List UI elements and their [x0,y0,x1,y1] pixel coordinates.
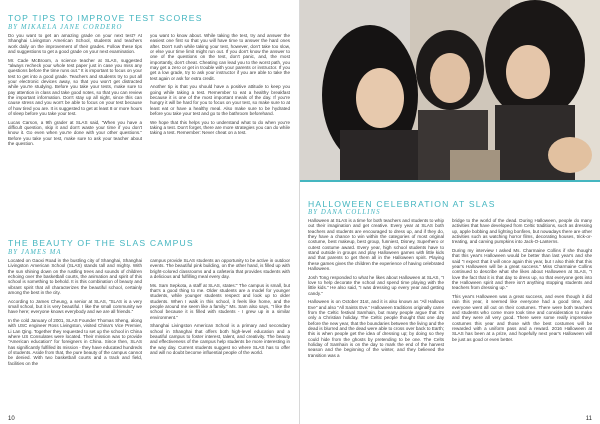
paragraph: bridge to the world of the dead. During Halloween, people do many activities that have developed from Celtic traditions, such as dressing up, apple bobbing and lighting bonfires, but nowadays there are other activities such as watching horror films, decorating houses, trick-or-treating, and carving pumpkins into Jack-O-Lanterns. [452,218,592,245]
test-scores-column-1 [8,33,142,236]
halloween-column-1 [308,218,444,416]
photo-illustration [300,0,600,180]
article-byline-halloween: BY DANA COLLINS [308,209,381,216]
paragraph: Do you want to get an amazing grade on your next test? At Shanghai Livingston American School, students and teachers work daily on the improvement of their grades. Follow these tips and suggestions to get a good grade on your next examination. [8,33,142,55]
paragraph: Another tip is that you should have a positive attitude to keep you going while taking a test. Remember to eat a healthy breakfast because it is one of the most important meals of the day. If you're hungry it will be hard for you to focus on your test, so make sure to at least eat or have a healthy meal. Also make sure to be hydrated before you take your test and go to the bathroom beforehand. [150,84,290,116]
page-number: 11 [585,416,592,422]
article-title-halloween: HALLOWEEN CELEBRATION AT SLAS [308,199,496,209]
paragraph: Lucas Carson, a 9th grader at SLAS said, "When you have a difficult question, skip it and don't waste your time if you don't know it. Go even when you're done with your other questions." Before you take your test, make sure to ask your teacher about the question. [8,119,142,146]
paragraph: According to James Cheung, a senior at SLAS, "SLAS is a very small school, but it is very beautiful. I like the small community we have here; everyone knows everybody and we are all friends." [8,298,142,315]
article-title-test-scores: TOP TIPS TO IMPROVE TEST SCORES [8,13,203,23]
paragraph: In the cold January of 2001, SLAS Founder Thomas Sheng, along with USC engineer Ross Livingston, visited China's Vice Premier, Li Lan Qing. Together they requested to set up the school in China where US Consulates were located. Their mission was to provide "American education" for foreigners in China. Since then, SLAS has significantly fulfilled its mission - they have educated hundreds of students. Aside from that, the pure beauty of the campus cannot be denied. With two basketball courts and a track and field, facilities on the [8,317,142,366]
paragraph: Mr. Cade McBroom, a science teacher at SLAS, suggested "always recheck your whole test paper just in case you miss any questions before the time runs out." It is important to focus on your test to get into a good grade. Teachers and students try to put all your electronic devices away, so that you won't get distracted while you're studying. Before you take your tests, make sure to pay attention in class and take good notes, so that you can review the important information. Don't stay up all night, since this can cause stress and you won't be able to focus on your test because of how tired you are. It is suggested to get at least 8 or more hours of sleep before you take your test. [8,57,142,116]
campus-column-2 [150,258,290,416]
halloween-column-2 [452,218,592,416]
paragraph: Ms. Sam Sepkota, a staff at SLAS, states:" The campus is small, but that's a good thing to me. Older students are a model for younger students, while younger students respect and look up to older students. When I walk in this school, it feels like home, and the people around me seem like a family." Ms. Sam also says, "I like the school because it is filled with students - I grew up in a similar environment." [150,282,290,320]
page-number: 10 [8,416,15,422]
paragraph: During my interview I asked Ms. Charmaine Collins if she thought that this year's Halloween would be better than last year's and she said "I expect that it will once again this year, but I also think that this year's Halloween will be a great success." Miss Charmaine Collins continued to describe what she likes about Halloween at SLAS, "I love the fact that it is that day to dress up, so that everyone gets into the Halloween spirit and there isn't anything stopping students and teachers from dressing up." [452,247,592,291]
article-title-campus: THE BEAUTY OF THE SLAS CAMPUS [8,238,194,248]
paragraph: campus provide SLAS students an opportunity to be active in outdoor events. The beautiful pink building, on the other hand, is filled up with bright-colored classrooms and a cafeteria that provides students with a delicious and fulfilling meal every day. [150,258,290,280]
paragraph: We hope that this helps you to understand what to do when you're taking a test. Don't forget, there are more strategies you can do while taking a test. Remember: Never cheat on a test. [150,119,290,136]
paragraph: you want to know about. While taking the test, try and answer the easiest one first so that you will have time to answer the hard ones after. Don't rush while taking your test, however, don't take too slow, or else your time limit might run out. If you don't know the answer to one of the questions on the test, don't panic, and, the most importantly, don't cheat. Cheating can lead you to the worst path, you may get a zero or get in trouble with your parents or instructor. If you get a low grade, try to ask your instructor if you are able to take the test again or ask for extra credit. [150,33,290,81]
right-page [300,0,600,424]
paragraph: Located on Gaoxi Road in the bustling city of Shanghai, Shanghai Livingston American School (SLAS) stands tall and mighty. With the sun shining down on the rustling trees and sounds of children echoing over the basketball courts, the animation and spirit of this school is something to behold. It is this combination of beauty and vibrant spirit that all characterizes the beautiful school, certainly among the best in the city. [8,258,142,296]
campus-column-1 [8,258,142,416]
photo-divider [300,180,600,182]
halloween-photo [300,0,600,180]
article-byline-campus: BY JAMES MA [8,249,62,256]
paragraph: Shanghai Livingston American School is a primary and secondary school in Shanghai that offers both high-level education and a beautiful campus to foster interest, talent, and creativity. The beauty and effectiveness of the campus help students be more interesting in the way day. Current students suggest no where SLAS has to offer and will no doubt become influential people of the world. [150,323,290,355]
paragraph: Halloween at SLAS is a time for both teachers and students to whip out their imagination and get creative. Every year at SLAS both teachers and students are encouraged to dress up, and if they do, they have a chance to win within the categories of most original costume, best makeup, best group, funniest, Disney, Superhero or cutest costume award. Every year, high school students have to stand outside in groups and play Halloween games with little kids and that parents to get them all in the Halloween spirit. Playing these games gives the children the experience of having celebrated Halloween. [308,218,444,272]
paragraph: Josh Tong responded to what he likes about Halloween at SLAS, "I love to help decorate the school and spend time playing with the little kids." He also said, "I was dressing up every year and getting candy." [308,274,444,296]
test-scores-column-2 [150,33,290,236]
article-byline-test-scores: BY MIKAELA JANE CORDERO [8,24,123,31]
paragraph: Halloween is on October 31st, and it is also known as "All Hallows Eve" and also "All Saints Eve." Halloween traditions originally came from the Celtic festival Samhain, but many people argue that it's only a Christian holiday. The Celtic people thought that one day before the new year, that the boundaries between the living and the dead is blurred and the dead were able to cross over back to Earth; this is when people get the idea of dressing up; by doing so they could hide from the ghosts by pretending to be one. The Celts holiday of Samhain is on the day to mark the end of the harvest season and the beginning of the winter, and they believed the transition was a [308,299,444,358]
paragraph: This year's Halloween was a great success, and even though it did rain this year, it seemed like everyone had a good time, and everyone went all out on their costumes. There were both teachers and students who come more took time and consideration to make and they were all very good. There were some really impressive costumes this year and those with the best costumes will be rewarded with a uniform pass and a reward. 2016 Halloween at SLAS has been at a prize, and hopefully next year's Halloween will be just as good or even better. [452,293,592,342]
